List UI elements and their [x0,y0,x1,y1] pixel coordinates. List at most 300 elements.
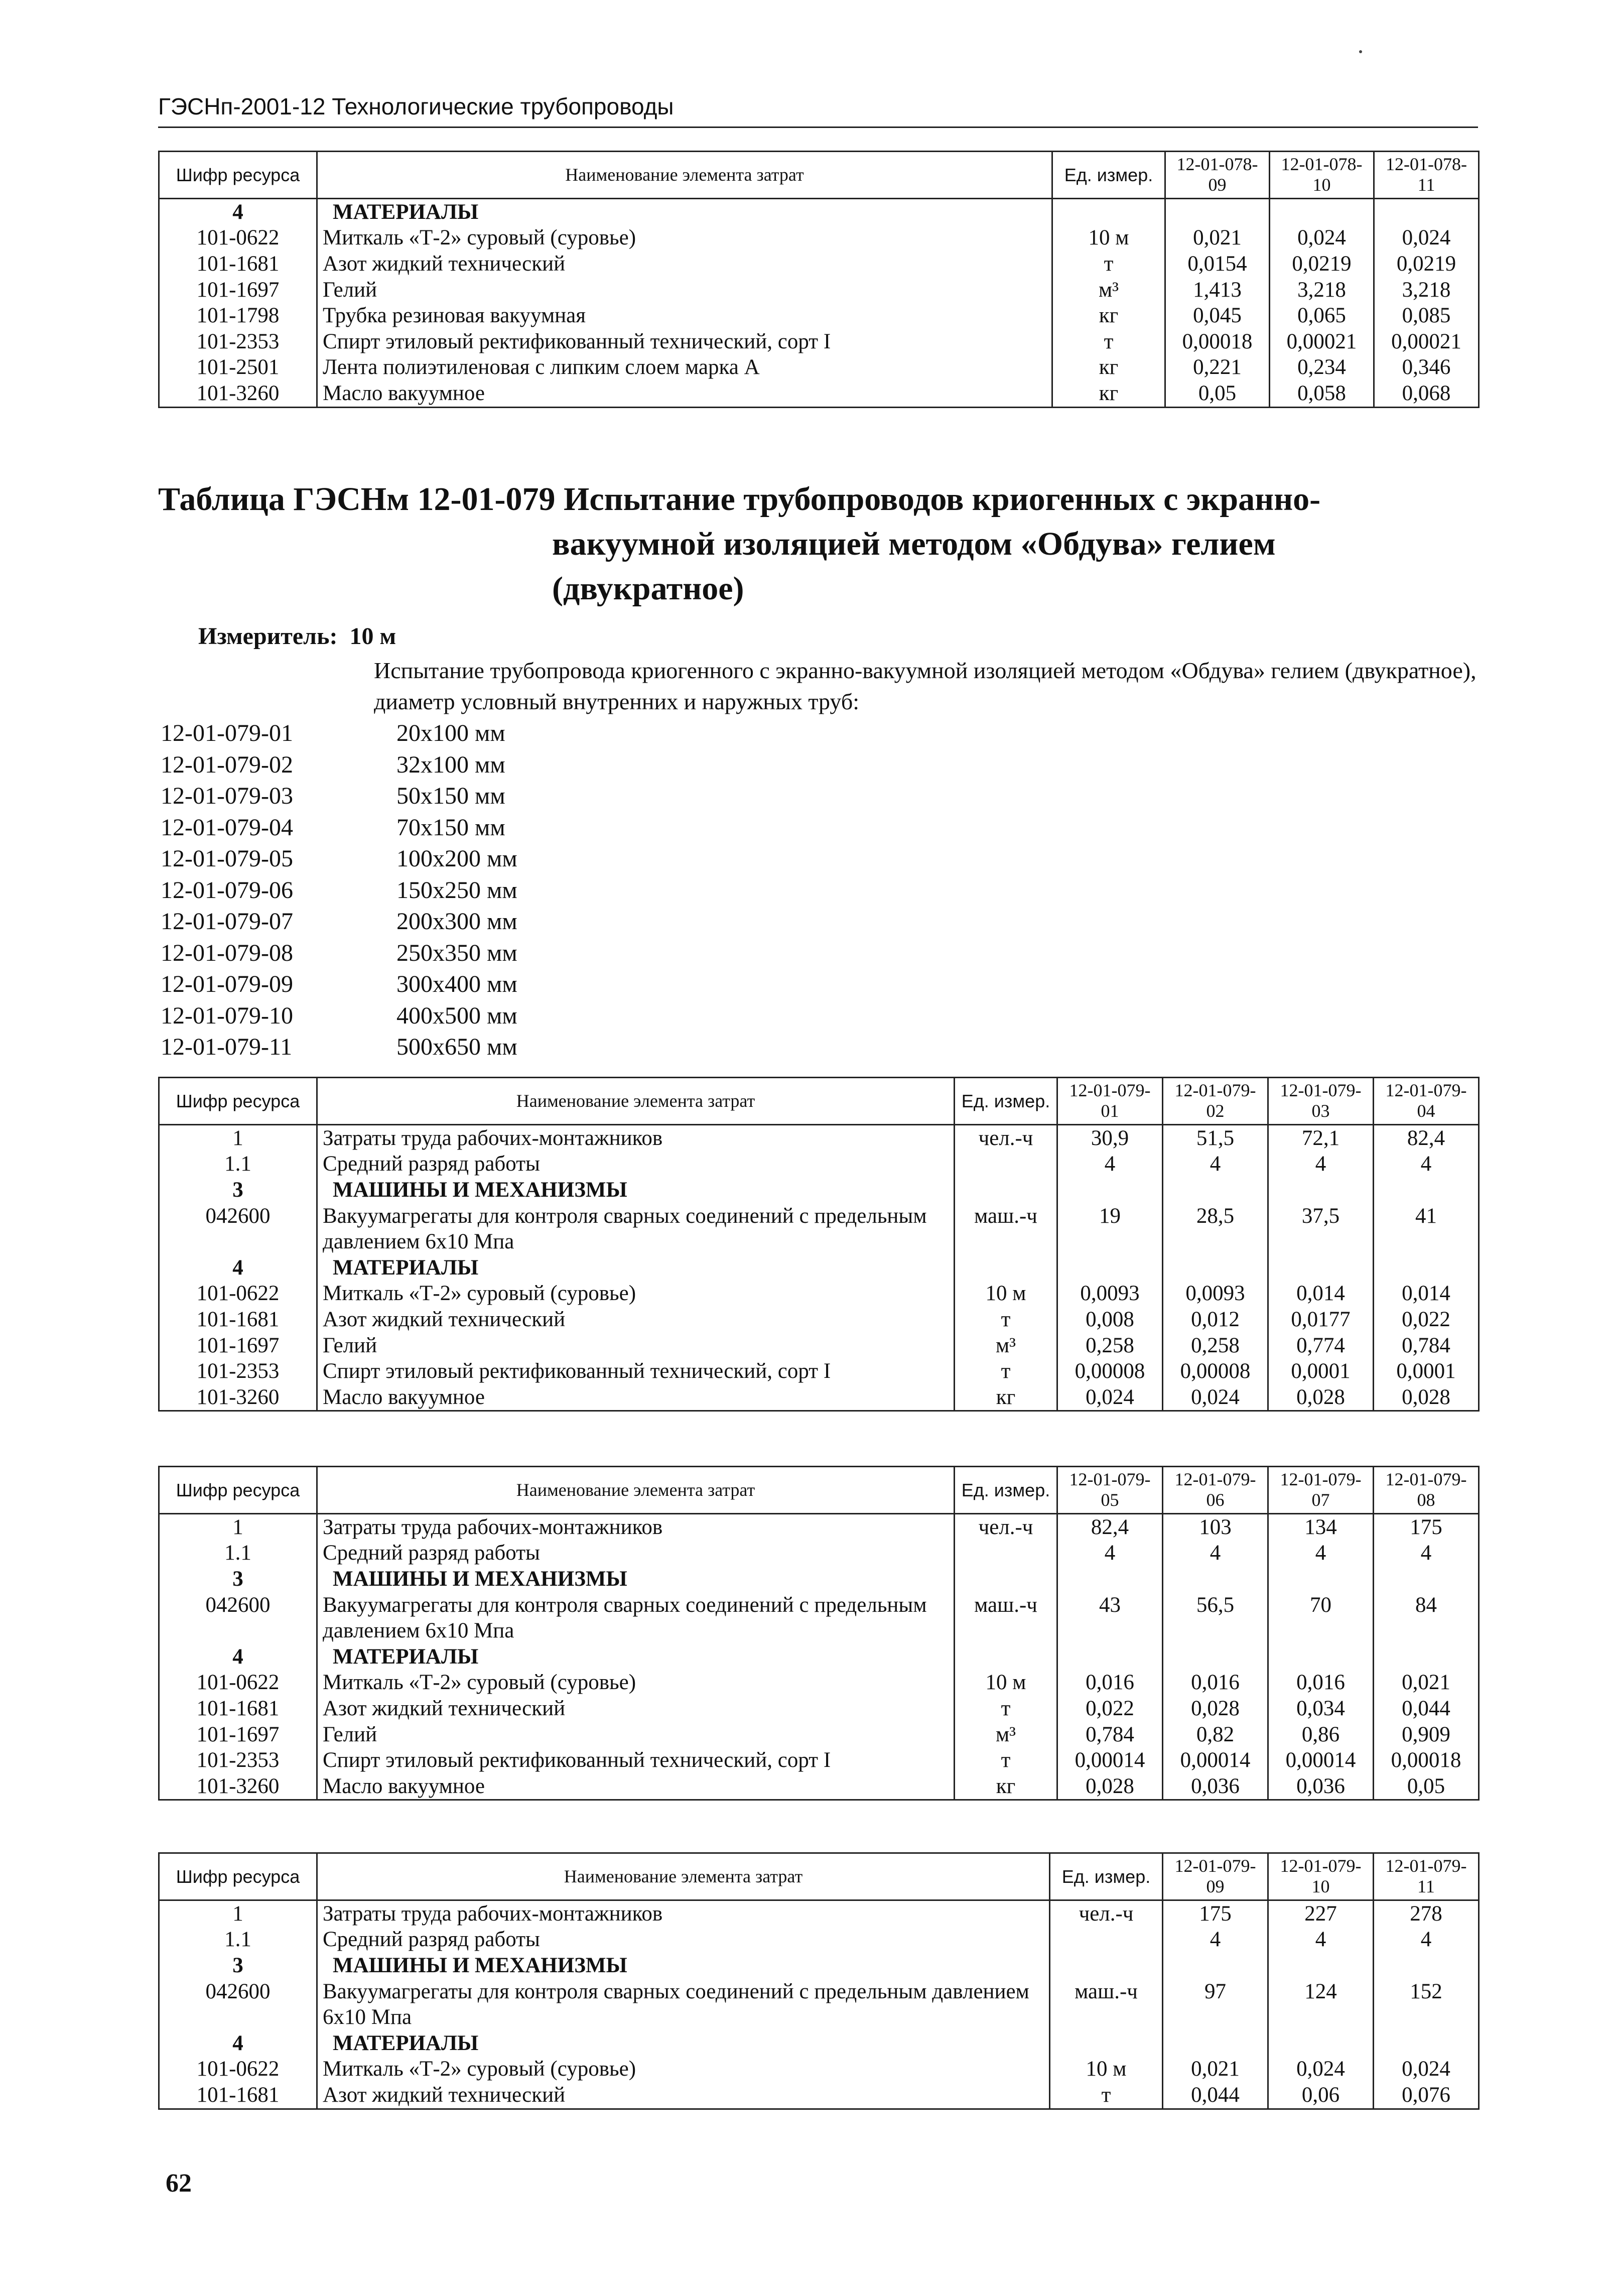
norm-value: 4 [1057,1151,1163,1177]
norm-value [1163,1566,1268,1592]
norm-value: 0,05 [1374,1773,1479,1800]
table-row [159,303,1479,329]
resource-table-079-05-08 [158,1466,1480,1801]
table-row [159,1151,1479,1177]
norm-value [1268,1566,1374,1592]
resource-unit: маш.-ч [955,1203,1057,1255]
resource-unit [1050,1927,1163,1953]
norm-value: 0,016 [1268,1670,1374,1696]
variant-code: 12-01-079-05 [161,845,293,872]
variant-row [161,1000,517,1032]
work-description: Испытание трубопровода криогенного с экранно-вакуумной изоляцией методом «Обдува» гелием (двукратное), диаметр условный внутренних и наружных труб: [374,658,1477,715]
resource-unit: 10 м [1052,225,1165,251]
norm-value [1270,198,1374,225]
resource-unit [955,1566,1057,1592]
resource-name: МАШИНЫ И МЕХАНИЗМЫ [317,1566,955,1592]
variant-code: 12-01-079-09 [161,971,293,997]
norm-value: 4 [1163,1540,1268,1566]
resource-unit: т [955,1696,1057,1722]
norm-value: 0,0001 [1268,1358,1374,1384]
table-row [159,277,1479,303]
resource-name: Гелий [317,1333,955,1359]
variant-code: 12-01-079-01 [161,720,293,746]
resource-unit: чел.-ч [955,1513,1057,1540]
norm-value: 0,00018 [1374,1747,1479,1773]
norm-value: 0,022 [1374,1307,1479,1333]
norm-value: 152 [1374,1979,1479,2030]
norm-value: 41 [1374,1203,1479,1255]
norm-value: 0,024 [1270,225,1374,251]
variant-row [161,749,517,781]
variant-code: 12-01-079-11 [161,1034,293,1060]
resource-unit: т [955,1747,1057,1773]
table-row [159,2082,1479,2109]
norm-value [1268,1255,1374,1281]
norm-value [1374,2030,1479,2057]
norm-value: 0,068 [1374,380,1479,407]
table-row [159,1513,1479,1540]
table-row [159,1773,1479,1800]
norm-value: 0,016 [1163,1670,1268,1696]
norm-value: 0,258 [1163,1333,1268,1359]
norm-value: 0,0219 [1270,251,1374,277]
norm-value [1163,2030,1268,2057]
resource-name: Средний разряд работы [317,1540,955,1566]
table-row [159,354,1479,380]
norm-value: 0,05 [1165,380,1270,407]
norm-value: 0,028 [1057,1773,1163,1800]
norm-value: 0,221 [1165,354,1270,380]
variant-row [161,938,517,969]
table-row [159,251,1479,277]
norm-value: 278 [1374,1900,1479,1927]
table-row [159,1333,1479,1359]
norm-value: 82,4 [1057,1513,1163,1540]
norm-value: 4 [1163,1927,1268,1953]
norm-value: 0,014 [1374,1281,1479,1307]
resource-name: Затраты труда рабочих-монтажников [317,1124,955,1151]
resource-name: Трубка резиновая вакуумная [317,303,1052,329]
norm-value: 4 [1268,1540,1374,1566]
resource-unit [955,1151,1057,1177]
norm-value: 0,258 [1057,1333,1163,1359]
column-header-code: Шифр ресурса [159,1078,317,1125]
resource-unit: чел.-ч [1050,1900,1163,1927]
resource-unit: т [1050,2082,1163,2109]
norm-value: 3,218 [1270,277,1374,303]
page-number: 62 [166,2169,192,2198]
norm-value: 0,076 [1374,2082,1479,2109]
resource-code: 042600 [159,1203,317,1255]
norm-value: 0,058 [1270,380,1374,407]
resource-code: 101-2501 [159,354,317,380]
norm-value: 4 [1374,1540,1479,1566]
resource-code: 1.1 [159,1151,317,1177]
variant-size: 250х350 мм [396,939,517,966]
resource-code: 1.1 [159,1927,317,1953]
resource-code: 1 [159,1124,317,1151]
norm-value [1374,1255,1479,1281]
norm-value: 0,00014 [1057,1747,1163,1773]
norm-value: 84 [1374,1592,1479,1644]
norm-value: 72,1 [1268,1124,1374,1151]
resource-name: Вакуумагрегаты для контроля сварных соединений с предельным давлением 6х10 Мпа [317,1592,955,1644]
norm-value: 0,00021 [1374,329,1479,355]
column-header-code: Шифр ресурса [159,1467,317,1514]
norm-value: 4 [1163,1151,1268,1177]
resource-name: МАШИНЫ И МЕХАНИЗМЫ [317,1177,955,1203]
resource-name: Вакуумагрегаты для контроля сварных соединений с предельным давлением 6х10 Мпа [317,1203,955,1255]
norm-value: 0,045 [1165,303,1270,329]
table-row [159,1670,1479,1696]
scan-speck [1359,50,1362,53]
norm-value: 0,044 [1163,2082,1268,2109]
norm-value: 56,5 [1163,1592,1268,1644]
variant-size: 400х500 мм [396,1002,517,1029]
norm-value: 0,024 [1057,1384,1163,1411]
norm-value: 134 [1268,1513,1374,1540]
table-row [159,1979,1479,2030]
resource-name: Масло вакуумное [317,380,1052,407]
column-header-norm: 12-01-079-03 [1268,1078,1374,1125]
column-header-norm: 12-01-079-10 [1268,1853,1374,1900]
norm-value: 0,036 [1163,1773,1268,1800]
norm-value: 175 [1163,1900,1268,1927]
norm-value: 0,014 [1268,1281,1374,1307]
table-row [159,1592,1479,1644]
column-header-norm: 12-01-078-11 [1374,152,1479,199]
variant-row [161,843,517,875]
section-row [159,198,1479,225]
resource-unit [955,1255,1057,1281]
norm-value: 0,024 [1374,225,1479,251]
resource-name: МАТЕРИАЛЫ [317,198,1052,225]
norm-value: 19 [1057,1203,1163,1255]
norm-value: 0,012 [1163,1307,1268,1333]
column-header-norm: 12-01-079-06 [1163,1467,1268,1514]
column-header-name: Наименование элемента затрат [317,152,1052,199]
norm-value: 0,034 [1268,1696,1374,1722]
norm-value: 0,021 [1163,2056,1268,2082]
resource-code: 101-3260 [159,1773,317,1800]
resource-code: 101-1697 [159,1333,317,1359]
norm-value: 1,413 [1165,277,1270,303]
resource-name: Азот жидкий технический [317,1307,955,1333]
variant-row [161,718,517,749]
resource-unit: м³ [1052,277,1165,303]
norm-value: 0,0001 [1374,1358,1479,1384]
norm-value [1163,1177,1268,1203]
resource-name: МАТЕРИАЛЫ [317,2030,1050,2057]
norm-value: 37,5 [1268,1203,1374,1255]
norm-value: 0,00018 [1165,329,1270,355]
column-header-unit: Ед. измер. [1050,1853,1163,1900]
resource-unit: 10 м [1050,2056,1163,2082]
resource-code: 1 [159,1513,317,1540]
table-row [159,329,1479,355]
norm-value: 0,024 [1374,2056,1479,2082]
section-row [159,2030,1479,2057]
table-row [159,2056,1479,2082]
norm-value: 0,0093 [1163,1281,1268,1307]
norm-value: 0,0154 [1165,251,1270,277]
table-row [159,1722,1479,1748]
norm-value: 0,06 [1268,2082,1374,2109]
table-row [159,1384,1479,1411]
column-header-code: Шифр ресурса [159,152,317,199]
column-header-norm: 12-01-079-05 [1057,1467,1163,1514]
norm-value: 0,022 [1057,1696,1163,1722]
section-row [159,1953,1479,1979]
norm-value: 4 [1374,1151,1479,1177]
table-row [159,1124,1479,1151]
norm-value: 103 [1163,1513,1268,1540]
norm-value [1268,1644,1374,1670]
norm-value: 3,218 [1374,277,1479,303]
table-row [159,1900,1479,1927]
norm-value [1268,1177,1374,1203]
norm-value: 0,028 [1374,1384,1479,1411]
variant-code: 12-01-079-06 [161,876,293,904]
resource-name: Азот жидкий технический [317,1696,955,1722]
norm-value [1165,198,1270,225]
header-row [159,1078,1479,1125]
resource-unit [955,1177,1057,1203]
table-row [159,1281,1479,1307]
norm-value: 0,784 [1057,1722,1163,1748]
norm-value: 70 [1268,1592,1374,1644]
resource-name: Азот жидкий технический [317,251,1052,277]
resource-code: 101-1681 [159,1307,317,1333]
variant-row [161,781,517,812]
resource-code: 101-1681 [159,2082,317,2109]
resource-name: Масло вакуумное [317,1384,955,1411]
resource-code: 101-2353 [159,1747,317,1773]
resource-name: Миткаль «Т-2» суровый (суровье) [317,1281,955,1307]
norm-value: 0,86 [1268,1722,1374,1748]
column-header-name: Наименование элемента затрат [317,1467,955,1514]
resource-table-079-01-04 [158,1077,1480,1412]
column-header-name: Наименование элемента затрат [317,1078,955,1125]
variant-size: 100х200 мм [396,845,517,872]
table-row [159,1358,1479,1384]
resource-code: 3 [159,1953,317,1979]
norm-value: 4 [1268,1927,1374,1953]
section-row [159,1566,1479,1592]
variant-row [161,969,517,1000]
measure-label: Измеритель: [198,623,338,650]
column-header-unit: Ед. измер. [955,1078,1057,1125]
column-header-norm: 12-01-078-09 [1165,152,1270,199]
variant-size: 150х250 мм [396,876,517,904]
table-row [159,1927,1479,1953]
variant-row [161,1032,517,1063]
norm-value: 82,4 [1374,1124,1479,1151]
norm-value: 0,028 [1268,1384,1374,1411]
resource-unit: чел.-ч [955,1124,1057,1151]
resource-code: 101-3260 [159,1384,317,1411]
resource-name: Средний разряд работы [317,1151,955,1177]
resource-unit: кг [955,1773,1057,1800]
resource-unit: кг [1052,354,1165,380]
resource-code: 042600 [159,1592,317,1644]
resource-name: Спирт этиловый ректификованный технический, сорт I [317,1747,955,1773]
variant-code: 12-01-079-08 [161,939,293,966]
header-row [159,1853,1479,1900]
variant-size: 500х650 мм [396,1034,517,1060]
norm-value: 0,00008 [1057,1358,1163,1384]
resource-unit: кг [955,1384,1057,1411]
resource-unit: т [1052,329,1165,355]
variant-code: 12-01-079-10 [161,1002,293,1029]
norm-value: 0,085 [1374,303,1479,329]
variant-code: 12-01-079-02 [161,751,293,778]
norm-value [1057,1177,1163,1203]
resource-code: 101-1681 [159,251,317,277]
variant-size: 50х150 мм [396,783,505,809]
resource-code: 4 [159,1255,317,1281]
resource-name: Гелий [317,277,1052,303]
header-row [159,1467,1479,1514]
table-title-line-2: вакуумной изоляцией методом «Обдува» гелием [552,526,1276,563]
norm-value [1268,2030,1374,2057]
column-header-unit: Ед. измер. [1052,152,1165,199]
norm-value: 227 [1268,1900,1374,1927]
table-title-line-1: Таблица ГЭСНм 12-01-079 Испытание трубопроводов криогенных с экранно- [158,481,1321,518]
norm-value [1374,198,1479,225]
norm-value: 0,00014 [1163,1747,1268,1773]
resource-unit: т [1052,251,1165,277]
resource-code: 4 [159,2030,317,2057]
resource-unit: т [955,1358,1057,1384]
measure-unit [198,622,396,650]
resource-name: МАШИНЫ И МЕХАНИЗМЫ [317,1953,1050,1979]
norm-value: 0,346 [1374,354,1479,380]
norm-value: 0,00008 [1163,1358,1268,1384]
norm-value: 4 [1057,1540,1163,1566]
resource-code: 101-0622 [159,1670,317,1696]
norm-value: 0,784 [1374,1333,1479,1359]
norm-value: 0,036 [1268,1773,1374,1800]
resource-unit: кг [1052,380,1165,407]
table-row [159,225,1479,251]
header-rule [158,126,1478,128]
column-header-name: Наименование элемента затрат [317,1853,1050,1900]
resource-code: 101-0622 [159,2056,317,2082]
norm-value: 0,0177 [1268,1307,1374,1333]
section-row [159,1255,1479,1281]
resource-unit: маш.-ч [955,1592,1057,1644]
variant-row [161,875,517,907]
variant-code: 12-01-079-07 [161,908,293,935]
resource-unit: маш.-ч [1050,1979,1163,2030]
norm-value: 0,024 [1268,2056,1374,2082]
resource-code: 101-1798 [159,303,317,329]
norm-value: 0,024 [1163,1384,1268,1411]
resource-name: Миткаль «Т-2» суровый (суровье) [317,1670,955,1696]
table-row [159,380,1479,407]
norm-value: 4 [1374,1927,1479,1953]
norm-value [1374,1644,1479,1670]
table-row [159,1696,1479,1722]
norm-value [1374,1953,1479,1979]
resource-name: МАТЕРИАЛЫ [317,1644,955,1670]
variant-code: 12-01-079-03 [161,783,293,809]
column-header-norm: 12-01-079-07 [1268,1467,1374,1514]
variant-size: 300х400 мм [396,971,517,997]
resource-name: Лента полиэтиленовая с липким слоем марка А [317,354,1052,380]
resource-unit: 10 м [955,1670,1057,1696]
resource-code: 1 [159,1900,317,1927]
resource-unit: м³ [955,1722,1057,1748]
norm-value [1374,1177,1479,1203]
resource-name: Азот жидкий технический [317,2082,1050,2109]
resource-code: 042600 [159,1979,317,2030]
section-row [159,1644,1479,1670]
resource-unit [1050,2030,1163,2057]
resource-unit: 10 м [955,1281,1057,1307]
norm-value: 43 [1057,1592,1163,1644]
norm-value [1057,1644,1163,1670]
resource-unit: т [955,1307,1057,1333]
resource-code: 3 [159,1566,317,1592]
resource-code: 101-0622 [159,1281,317,1307]
norm-value: 0,00021 [1270,329,1374,355]
resource-code: 101-1697 [159,277,317,303]
resource-unit: м³ [955,1333,1057,1359]
section-row [159,1177,1479,1203]
resource-code: 101-3260 [159,380,317,407]
variant-size: 200х300 мм [396,908,517,935]
table-row [159,1203,1479,1255]
norm-value: 0,00014 [1268,1747,1374,1773]
header-row [159,152,1479,199]
norm-value: 4 [1268,1151,1374,1177]
resource-name: Масло вакуумное [317,1773,955,1800]
table-title-line-3: (двукратное) [552,570,744,607]
norm-value: 0,028 [1163,1696,1268,1722]
variant-size: 32х100 мм [396,751,505,778]
norm-value [1163,1953,1268,1979]
resource-unit [1052,198,1165,225]
norm-value: 30,9 [1057,1124,1163,1151]
variant-size: 70х150 мм [396,814,505,841]
norm-value: 124 [1268,1979,1374,2030]
resource-name: Спирт этиловый ректификованный технический, сорт I [317,1358,955,1384]
norm-value: 0,021 [1374,1670,1479,1696]
norm-value: 51,5 [1163,1124,1268,1151]
column-header-norm: 12-01-078-10 [1270,152,1374,199]
norm-value: 0,0093 [1057,1281,1163,1307]
variant-code: 12-01-079-04 [161,814,293,841]
resource-name: Миткаль «Т-2» суровый (суровье) [317,225,1052,251]
norm-value [1057,1566,1163,1592]
column-header-norm: 12-01-079-08 [1374,1467,1479,1514]
norm-value: 0,016 [1057,1670,1163,1696]
resource-code: 4 [159,198,317,225]
norm-value [1163,1255,1268,1281]
variant-list [161,718,517,1063]
resource-code: 101-0622 [159,225,317,251]
resource-code: 101-1681 [159,1696,317,1722]
norm-value: 0,909 [1374,1722,1479,1748]
resource-unit [1050,1953,1163,1979]
table-row [159,1540,1479,1566]
resource-code: 101-2353 [159,1358,317,1384]
norm-value: 97 [1163,1979,1268,2030]
resource-name: МАТЕРИАЛЫ [317,1255,955,1281]
resource-unit [955,1644,1057,1670]
